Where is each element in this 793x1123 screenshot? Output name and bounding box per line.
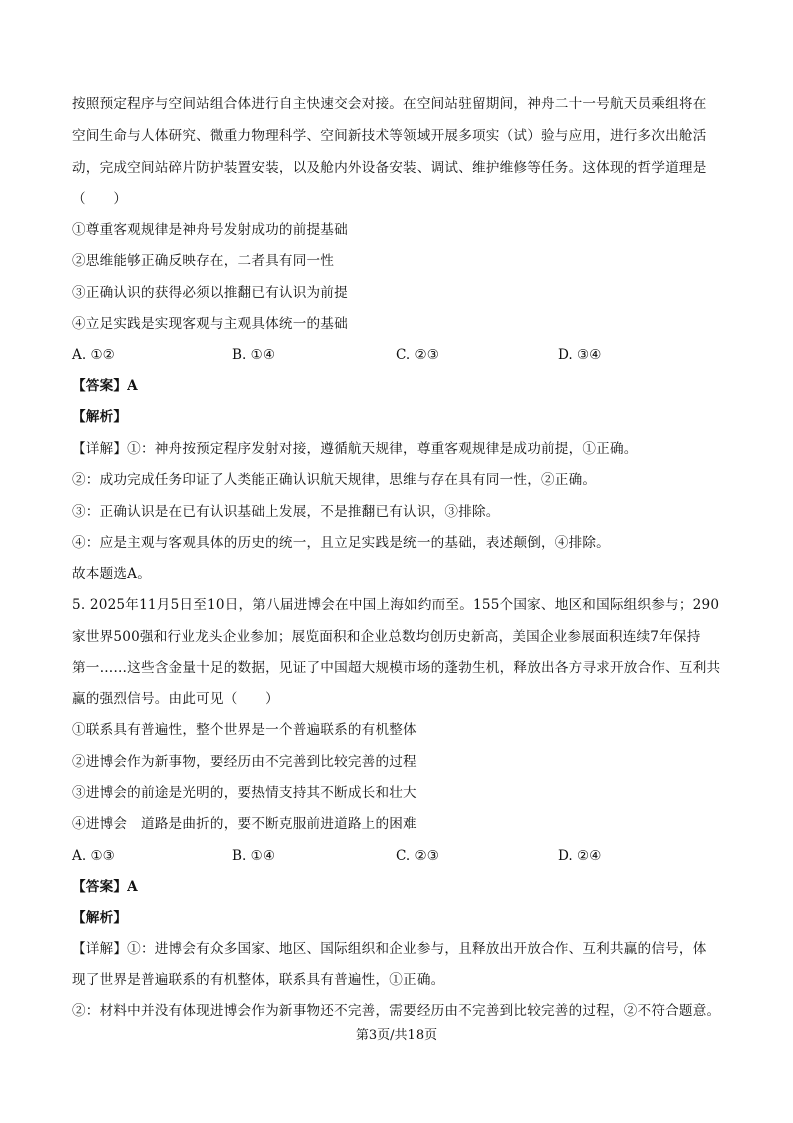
q5-detail-1: 【详解】①：进博会有众多国家、地区、国际组织和企业参与，且释放出开放合作、互利共赢的信号，体 [72,941,707,957]
q5-line-1: 5. 2025年11月5日至10日，第八届进博会在中国上海如约而至。155个国家、地区和国际组织参与；290 [72,597,720,613]
q5-statement-3: ③进博会的前途是光明的，要热情支持其不断成长和壮大 [72,785,417,801]
q4-line-1: 按照预定程序与空间站组合体进行自主快速交会对接。在空间站驻留期间，神舟二十一号航天员乘组将在 [72,96,707,112]
q4-statement-1: ①尊重客观规律是神舟号发射成功的前提基础 [72,222,348,238]
q5-statement-1: ①联系具有普遍性，整个世界是一个普遍联系的有机整体 [72,722,417,738]
q5-statement-4: ④进博会 道路是曲折的，要不断克服前进道路上的困难 [72,816,417,832]
q4-statement-3: ③正确认识的获得必须以推翻已有认识为前提 [72,285,348,301]
q5-statement-2: ②进博会作为新事物，要经历由不完善到比较完善的过程 [72,754,417,770]
q4-line-3: 动，完成空间站碎片防护装置安装，以及舱内外设备安装、调试、维护维修等任务。这体现的哲学道理是 [72,160,707,176]
page-footer: 第3页/共18页 [355,1028,438,1043]
q5-line-4: 赢的强烈信号。由此可见（ ） [72,691,279,707]
q4-option-c: C. ②③ [396,347,439,363]
q5-option-c: C. ②③ [396,848,439,864]
q5-option-a: A. ①③ [72,848,115,864]
q4-detail-1: 【详解】①：神舟按预定程序发射对接，遵循航天规律，尊重客观规律是成功前提，①正确。 [72,441,638,457]
q5-detail-3: ②：材料中并没有体现进博会作为新事物还不完善，需要经历由不完善到比较完善的过程，②不符合题意。 [72,1003,721,1019]
q5-line-2: 家世界500强和行业龙头企业参加；展览面积和企业总数均创历史新高，美国企业参展面积连续7年保持 [72,629,701,645]
q4-option-b: B. ①④ [232,347,276,363]
q4-option-d: D. ③④ [558,347,602,363]
q4-line-4: （ ） [72,191,128,207]
q4-analysis-label: 【解析】 [72,409,128,425]
q4-conclusion: 故本题选A。 [72,566,151,582]
q4-option-a: A. ①② [72,347,115,363]
q4-detail-4: ④：应是主观与客观具体的历史的统一，且立足实践是统一的基础，表述颠倒，④排除。 [72,535,610,551]
q4-detail-3: ③：正确认识是在已有认识基础上发展，不是推翻已有认识，③排除。 [72,504,500,520]
q5-line-3: 第一……这些含金量十足的数据，见证了中国超大规模市场的蓬勃生机，释放出各方寻求开放合作、互利共 [72,660,721,676]
q5-detail-2: 现了世界是普遍联系的有机整体，联系具有普遍性，①正确。 [72,972,445,988]
q5-analysis-label: 【解析】 [72,910,128,926]
q4-answer: 【答案】A [72,378,138,394]
q5-option-b: B. ①④ [232,848,276,864]
q4-line-2: 空间生命与人体研究、微重力物理科学、空间新技术等领域开展多项实（试）验与应用，进行多次出舱活 [72,128,707,144]
q4-detail-2: ②：成功完成任务印证了人类能正确认识航天规律，思维与存在具有同一性，②正确。 [72,472,597,488]
q5-answer: 【答案】A [72,879,138,895]
q5-option-d: D. ②④ [558,848,602,864]
q4-statement-4: ④立足实践是实现客观与主观具体统一的基础 [72,316,348,332]
q4-statement-2: ②思维能够正确反映存在，二者具有同一性 [72,253,335,269]
